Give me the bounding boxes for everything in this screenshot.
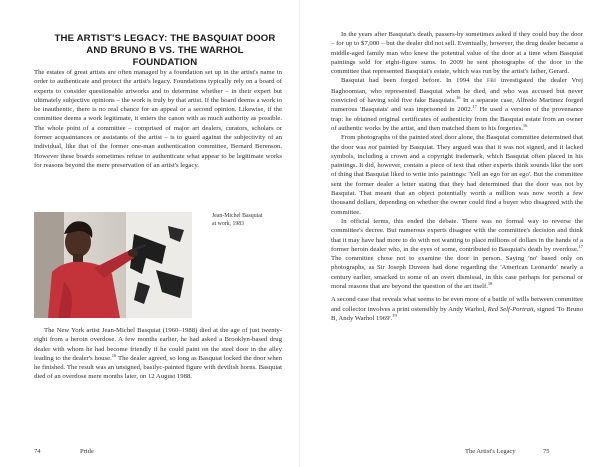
basquiat-photo: [34, 212, 192, 318]
paragraph-text: investigated the dealer Vrej Baghoomian, who represented Basquiat when he died, and who was accused but never convicted of having sold five fake Basquiats.: [331, 77, 583, 105]
running-head-right: The Artist's Legacy: [465, 448, 516, 455]
right-page: [300, 0, 600, 467]
footnote-ref: 17: [578, 243, 583, 249]
footnote-ref: 16: [456, 94, 461, 100]
paragraph-text: Basquiat had been forged before. In 1994 the: [341, 77, 487, 85]
caption-line-1: Jean-Michel Basquiat: [212, 213, 263, 219]
intro-paragraph: The estates of great artists are often managed by a foundation set up in the artist's name in order to authenticate and protect the artist's legacy. Foundations typically rely on a board of experts to consider questionable artworks and to determine whether – in their expert but ultimately subjective opinions – the work is truly by that artist. If the board deems a work to be inauthentic, there is no real chance for an appeal or a second opinion. Likewise, if the committee deems a work legitimate, it enters the canon with as much authority as possible. The whole point of a committee – comprised of major art dealers, curators, scholars or former acquaintances or assistants of the artist – is to guard against the subjectivity of an individual, like that of the former one-man authentication committee, Bernard Berenson. However these boards sometimes refuse to authenticate what appear to be legitimate works for reasons beyond the mere preservation of an artist's legacy.: [34, 69, 282, 169]
footnote-ref: 16: [522, 122, 528, 128]
right-text-column: [331, 30, 583, 323]
paragraph-text: He used a version of the provenance trap: he obtained original certificates of authenticity from the Basquiat estate from an owner of authentic works by the artist, and then matched them to his forgeries.: [331, 106, 583, 132]
fbi-abbrev: FBI: [486, 78, 497, 85]
artwork-title: Red Self-Portrait: [487, 305, 534, 313]
paragraph-text: From photographs of the painted steel door alone, the Basquiat committee determined that the door was: [331, 134, 583, 151]
footnote-ref: 18: [487, 280, 493, 286]
left-bottom-text-block: [34, 326, 282, 382]
paragraph-door-sale: In the years after Basquiat's death, passers-by sometimes asked if they could buy the door – for up to $7,000 – but the dealer did not sell. Eventually, however, the drug dealer became a middle-aged family man who knew the potential value of the door at a time when Basquiat paintings sold for eight-figure sums. In 2009 he sent photographs of the door to the committee that represented Basquiat's estate, which was run by the artist's father, Gerard.: [331, 31, 583, 76]
page-number-left: 74: [34, 448, 41, 455]
basquiat-photo-image: [34, 212, 192, 318]
running-head-left: Pride: [80, 448, 94, 455]
paragraph-official-terms: [331, 217, 583, 291]
paragraph-text: The committee chose not to examine the door in person. Saying 'no' based only on photographs, as Sir Joseph Duveen had done regarding the 'American Leonardo' nearly a century earlier, smacked to some of an overt dismissal, in this case perhaps for personal or moral reasons that are beyond the question of the art itself.: [331, 255, 583, 291]
paragraph-text: , signed 'To Bruno B, Andy Warhol 1969'.: [331, 305, 583, 322]
title-line-1: THE ARTIST'S LEGACY: THE BASQUIAT DOOR: [54, 33, 276, 44]
intro-text-block: [34, 68, 282, 170]
paragraph-text: In a separate case, Alfredo Martinez forged numerous 'Basquiats' and was imprisoned in 2002.: [331, 97, 583, 114]
footnote-ref: 19: [392, 312, 397, 318]
paragraph-forgeries: [331, 76, 583, 133]
footnote-ref: 17: [472, 104, 477, 110]
section-title: [54, 33, 276, 69]
paragraph-committee-decision: [331, 133, 583, 217]
paragraph-text: The dealer agreed, so long as Basquiat locked the door when he finished. The result was an unsigned, basilyc-painted figure with devilish horns. Basquiat died of an overdose mere months later, on 12 August 1988.: [34, 354, 282, 381]
page-number-right: 75: [543, 448, 550, 455]
footnote-ref: 16: [111, 352, 117, 358]
paragraph-warhol-case: [331, 295, 583, 323]
paragraph-text: painted by Basquiat. They argued was that it was not signed, and it lacked symbols, including a crown and a copyright trademark, which Basquiat often placed in his paintings. It did, however, contain a piece of text that other experts think sounds like the sort of thing that Basquiat liked to write into paintings: 'Yell an ego for an ego'. But the committee sent the former dealer a letter stating that they had determined that the door was not by Basquiat. That meant that an object potentially worth a million was now worth a few thousand dollars, depending on whether the owner could find a buyer who disagreed with the committee.: [331, 143, 583, 216]
title-line-2: AND BRUNO B VS. THE WARHOL FOUNDATION: [86, 45, 244, 68]
paragraph-text: In official terms, this ended the debate. There was no formal way to reverse the committee's decree. But numerous experts disagree with the committee's decision and think that it may have had more to do with not wanting to place millions of dollars in the hands of a former heroin dealer who, in the eyes of some, contributed to Basquiat's death by overdose.: [331, 217, 583, 253]
basquiat-intro-paragraph: [34, 326, 282, 382]
paragraph-text: The New York artist Jean-Michel Basquiat (1960–1988) died at the age of just twenty-eight from a heroin overdose. A few months earlier, he had asked a Brooklyn-based drug dealer with whom he had become friendly if he could paint on the steel door in the alley leading to the dealer's house.: [34, 327, 282, 362]
emphasis-not: not: [368, 143, 377, 151]
caption-line-2: at work, 1983: [212, 221, 245, 227]
paragraph-text: A second case that reveals what seems to be even more of a battle of wills between committee and collector involves a print ostensibly by Andy Warhol,: [331, 296, 583, 313]
photo-caption: [212, 212, 284, 228]
